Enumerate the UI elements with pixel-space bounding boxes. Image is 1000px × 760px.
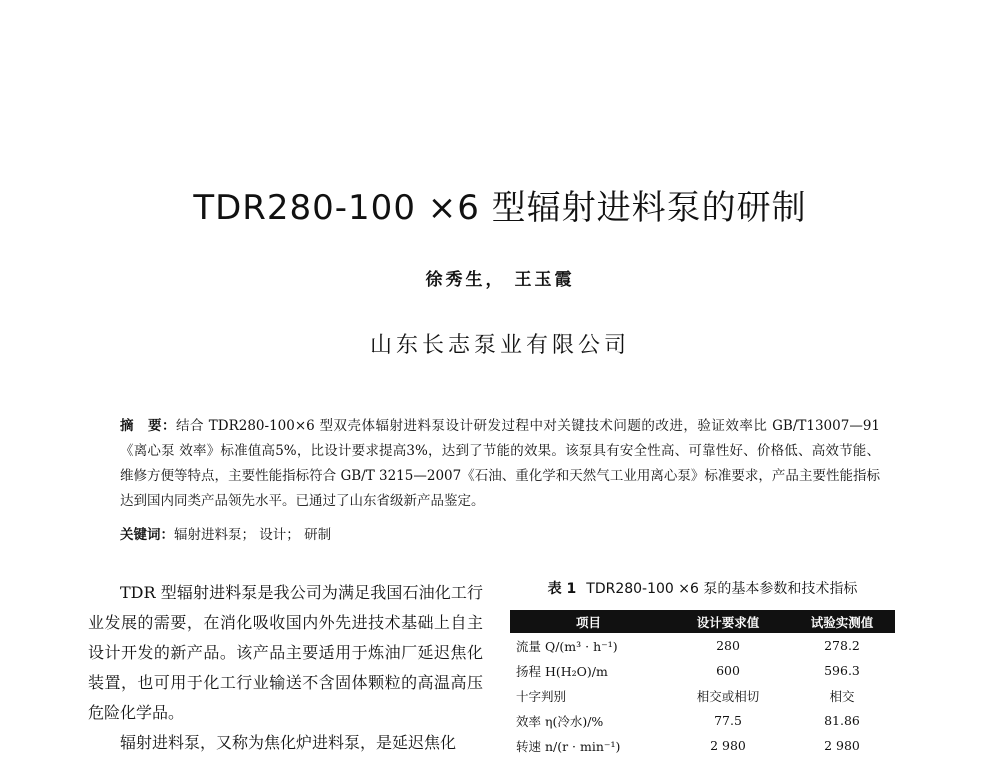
table-cell: 280 xyxy=(716,638,740,653)
table-caption-text: TDR280-100 ×6 泵的基本参数和技术指标 xyxy=(586,581,858,597)
table-row xyxy=(510,733,895,758)
affiliation: 山东长志泵业有限公司 xyxy=(369,333,630,358)
table-cell: 2 980 xyxy=(710,738,746,753)
table-cell: 278.2 xyxy=(824,638,860,653)
table-row xyxy=(510,683,895,708)
body-paragraph: TDR 型辐射进料泵是我公司为满足我国石油化工行业发展的需要，在消化吸收国内外先进技术基础上自主设计开发的新产品。该产品主要适用于炼油厂延迟焦化装置，也可用于化工行业输送不含固体颗粒的高温高压危险化学品。 xyxy=(88,583,483,722)
table-row xyxy=(510,658,895,683)
table-cell: 相交或相切 xyxy=(696,688,760,704)
table-row xyxy=(510,708,895,733)
table-header-row xyxy=(510,610,895,633)
table-cell: 77.5 xyxy=(714,713,742,728)
table-caption xyxy=(510,578,895,598)
abstract xyxy=(120,414,880,514)
authors: 徐秀生， 王玉霞 xyxy=(425,270,575,290)
table-cell: 600 xyxy=(716,663,740,678)
table-cell: 相交 xyxy=(829,688,855,704)
keywords-text: 辐射进料泵； 设计； 研制 xyxy=(174,527,332,543)
keywords xyxy=(120,523,331,543)
keywords-label: 关键词： xyxy=(120,527,174,543)
parameter-table xyxy=(510,610,895,758)
header-design-value: 设计要求值 xyxy=(667,610,789,633)
table-cell: 转速 n/(r · min⁻¹) xyxy=(516,738,621,754)
table-cell: 2 980 xyxy=(824,738,860,753)
table-cell: 流量 Q/(m³ · h⁻¹) xyxy=(516,638,618,654)
header-item: 项目 xyxy=(510,610,667,633)
table-cell: 十字判别 xyxy=(516,688,567,704)
table-cell: 596.3 xyxy=(824,663,860,678)
body-paragraph: 辐射进料泵，又称为焦化炉进料泵，是延迟焦化 xyxy=(120,733,457,752)
paper-title: TDR280-100 ×6 型辐射进料泵的研制 xyxy=(193,188,807,228)
table-cell: 扬程 H(H₂O)/m xyxy=(516,663,608,679)
table-cell: 效率 η(冷水)/% xyxy=(516,713,604,729)
abstract-label: 摘 要： xyxy=(120,418,176,434)
table-row xyxy=(510,633,895,658)
body-text-column xyxy=(88,578,483,758)
table-cell: 81.86 xyxy=(824,713,860,728)
header-test-value: 试验实测值 xyxy=(789,610,895,633)
table-caption-number: 表 1 xyxy=(547,581,577,597)
abstract-text: 结合 TDR280-100×6 型双壳体辐射进料泵设计研发过程中对关键技术问题的改进，验证效率比 GB/T13007—91《离心泵 效率》标准值高5%，比设计要求提高3%，达到了节能的效果。该泵具有安全性高、可靠性好、价格低、高效节能、维修方便等特点，主要性能指标符合 GB/T 3215—2007《石油、重化学和天然气工业用离心泵》标准要求，产品主要性能指标达到国内同类产品领先水平。已通过了山东省级新产品鉴定。 xyxy=(120,418,881,509)
